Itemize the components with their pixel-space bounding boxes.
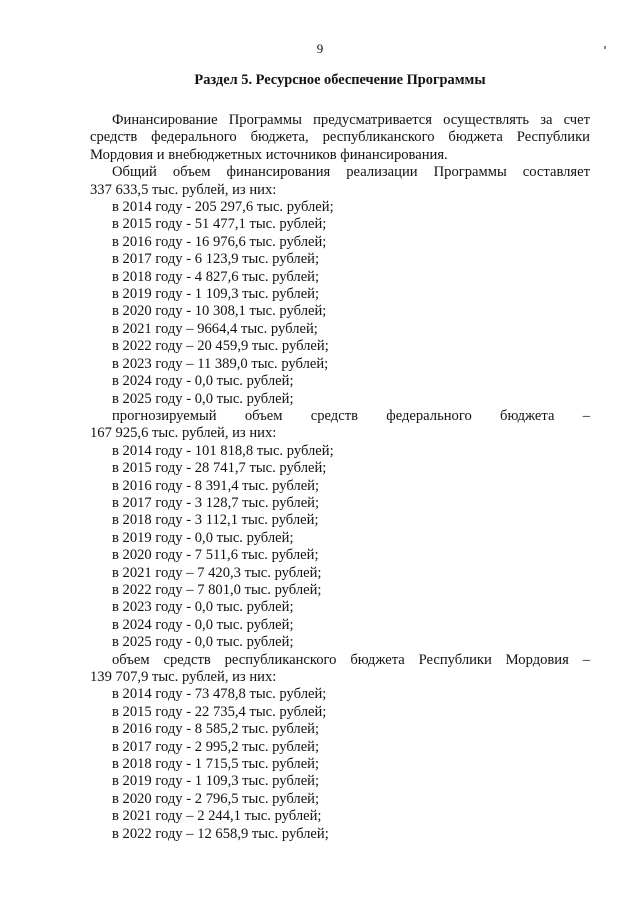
- list-item: в 2025 году - 0,0 тыс. рублей;: [112, 390, 294, 407]
- scan-speck: [604, 46, 606, 49]
- list-item: в 2018 году - 3 112,1 тыс. рублей;: [112, 512, 319, 529]
- federal-funding-line: прогнозируемый объем средств федерального бюджета –: [112, 407, 590, 424]
- list-item: в 2019 году - 1 109,3 тыс. рублей;: [112, 286, 320, 303]
- list-item: в 2017 году - 3 128,7 тыс. рублей;: [112, 494, 320, 511]
- page-number: 9: [316, 41, 324, 56]
- list-item: в 2017 году - 6 123,9 тыс. рублей;: [112, 251, 320, 268]
- republic-funding-list: [90, 686, 590, 843]
- list-item: в 2017 году - 2 995,2 тыс. рублей;: [112, 738, 320, 755]
- intro-paragraph: Финансирование Программы предусматривается осуществлять за счет средств федерального бюджета, республиканского бюджета Республики Мордовия и внебюджетных источников финансирования.: [90, 112, 590, 163]
- list-item: в 2025 году - 0,0 тыс. рублей;: [112, 634, 294, 651]
- list-item: в 2016 году - 16 976,6 тыс. рублей;: [112, 233, 327, 250]
- federal-funding-amount: 167 925,6 тыс. рублей, из них:: [90, 425, 277, 442]
- list-item: в 2024 году - 0,0 тыс. рублей;: [112, 616, 294, 633]
- list-item: в 2022 году – 20 459,9 тыс. рублей;: [112, 338, 329, 355]
- list-item: в 2019 году - 1 109,3 тыс. рублей;: [112, 773, 320, 790]
- list-item: в 2015 году - 28 741,7 тыс. рублей;: [112, 460, 327, 477]
- total-funding-amount: 337 633,5 тыс. рублей, из них:: [90, 181, 277, 198]
- total-funding-line: Общий объем финансирования реализации Программы составляет: [112, 164, 590, 181]
- list-item: в 2019 году - 0,0 тыс. рублей;: [112, 529, 294, 546]
- list-item: в 2024 году - 0,0 тыс. рублей;: [112, 373, 294, 390]
- list-item: в 2022 году – 12 658,9 тыс. рублей;: [112, 825, 329, 842]
- list-item: в 2021 году – 7 420,3 тыс. рублей;: [112, 564, 322, 581]
- list-item: в 2016 году - 8 585,2 тыс. рублей;: [112, 721, 320, 738]
- federal-funding-list: [90, 443, 590, 652]
- document-body: [90, 112, 590, 843]
- section-title: Раздел 5. Ресурсное обеспечение Программы: [194, 72, 486, 88]
- list-item: в 2016 году - 8 391,4 тыс. рублей;: [112, 477, 320, 494]
- list-item: в 2018 году - 1 715,5 тыс. рублей;: [112, 756, 320, 773]
- list-item: в 2023 году – 11 389,0 тыс. рублей;: [112, 355, 329, 372]
- republic-funding-line: объем средств республиканского бюджета Республики Мордовия –: [112, 651, 590, 668]
- list-item: в 2015 году - 22 735,4 тыс. рублей;: [112, 703, 327, 720]
- list-item: в 2020 году - 2 796,5 тыс. рублей;: [112, 790, 320, 807]
- list-item: в 2014 году - 73 478,8 тыс. рублей;: [112, 686, 327, 703]
- list-item: в 2020 году - 10 308,1 тыс. рублей;: [112, 303, 327, 320]
- republic-funding-amount: 139 707,9 тыс. рублей, из них:: [90, 669, 277, 685]
- list-item: в 2018 году - 4 827,6 тыс. рублей;: [112, 268, 320, 285]
- list-item: в 2021 году – 2 244,1 тыс. рублей;: [112, 808, 322, 825]
- list-item: в 2020 году - 7 511,6 тыс. рублей;: [112, 547, 319, 564]
- total-funding-list: [90, 199, 590, 408]
- list-item: в 2022 году – 7 801,0 тыс. рублей;: [112, 581, 322, 598]
- list-item: в 2015 году - 51 477,1 тыс. рублей;: [112, 216, 327, 233]
- list-item: в 2023 году - 0,0 тыс. рублей;: [112, 599, 294, 616]
- list-item: в 2014 году - 101 818,8 тыс. рублей;: [112, 442, 334, 459]
- list-item: в 2014 году - 205 297,6 тыс. рублей;: [112, 199, 334, 216]
- list-item: в 2021 году – 9664,4 тыс. рублей;: [112, 320, 318, 337]
